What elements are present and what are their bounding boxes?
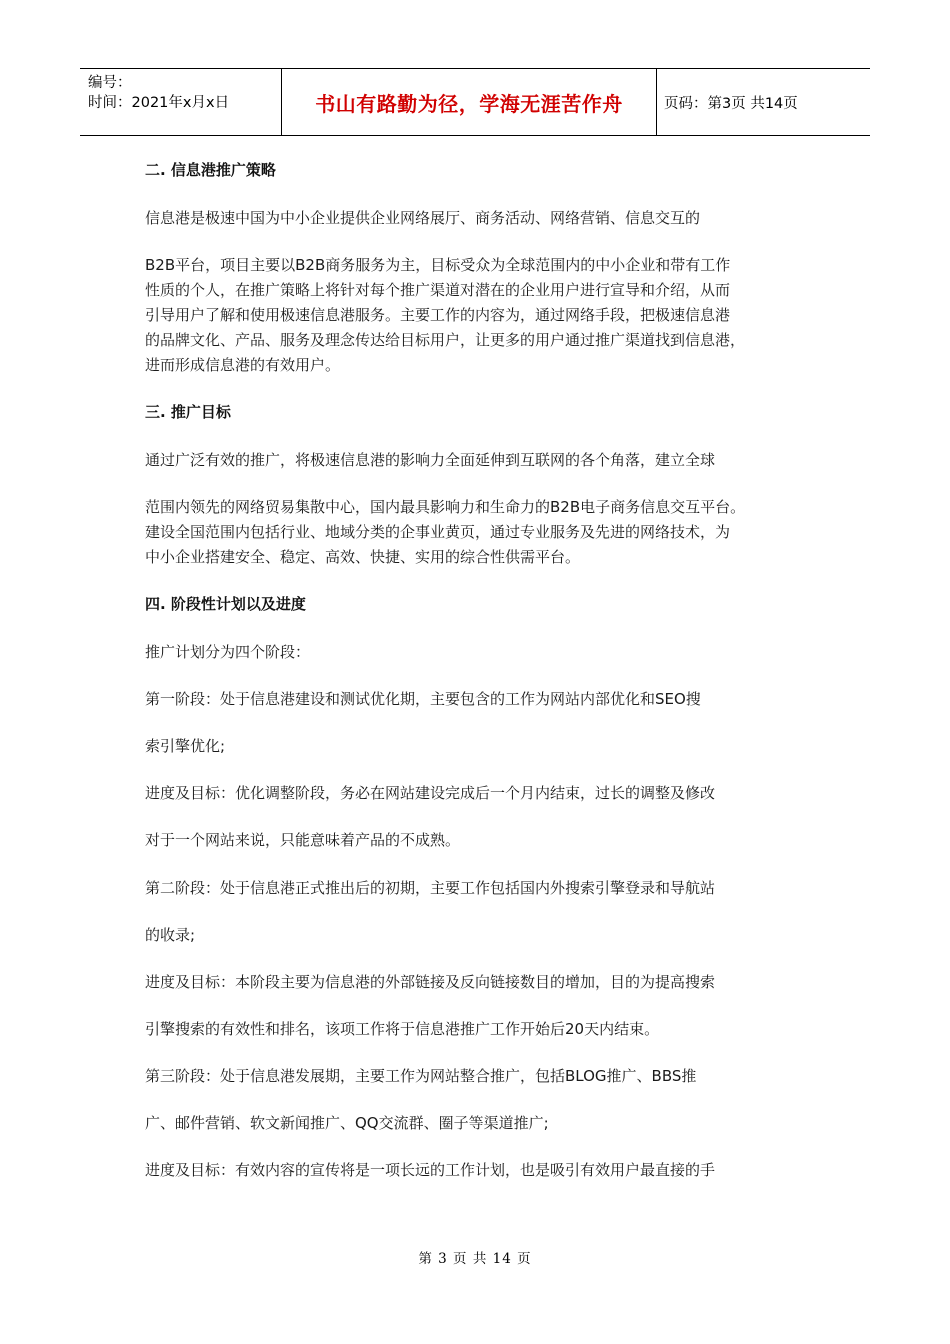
- header-page-info: [664, 69, 798, 135]
- header-divider: [656, 69, 657, 135]
- paragraph-line: 广、邮件营销、软文新闻推广、QQ交流群、圈子等渠道推广;: [145, 1114, 549, 1132]
- paragraph-line: 第二阶段：处于信息港正式推出后的初期，主要工作包括国内外搜索引擎登录和导航站: [145, 879, 716, 897]
- paragraph-line: 中小企业搭建安全、稳定、高效、快捷、实用的综合性供需平台。: [145, 548, 581, 566]
- paragraph-line: 索引擎优化;: [145, 737, 226, 755]
- date-label: 时间：2021年x月x日: [88, 95, 230, 111]
- section-heading: 二. 信息港推广策略: [145, 161, 276, 179]
- header-left-cell: [88, 73, 229, 113]
- paragraph-line: 进度及目标：优化调整阶段，务必在网站建设完成后一个月内结束，过长的调整及修改: [145, 784, 716, 802]
- header-motto: 书山有路勤为径，学海无涯苦作舟: [315, 91, 623, 116]
- paragraph-line: 第一阶段：处于信息港建设和测试优化期，主要包含的工作为网站内部优化和SEO搜: [145, 690, 701, 708]
- paragraph-line: 信息港是极速中国为中小企业提供企业网络展厅、商务活动、网络营销、信息交互的: [145, 209, 701, 227]
- section-heading: 三. 推广目标: [145, 403, 231, 421]
- section-heading: 四. 阶段性计划以及进度: [145, 595, 306, 613]
- paragraph-line: 通过广泛有效的推广，将极速信息港的影响力全面延伸到互联网的各个角落，建立全球: [145, 451, 716, 469]
- paragraph-line: 对于一个网站来说，只能意味着产品的不成熟。: [145, 831, 461, 849]
- paragraph-line: B2B平台，项目主要以B2B商务服务为主，目标受众为全球范围内的中小企业和带有工作: [145, 256, 731, 274]
- paragraph-line: 范围内领先的网络贸易集散中心，国内最具影响力和生命力的B2B电子商务信息交互平台。: [145, 498, 746, 516]
- paragraph-line: 引导用户了解和使用极速信息港服务。主要工作的内容为，通过网络手段，把极速信息港: [145, 306, 731, 324]
- paragraph-line: 推广计划分为四个阶段：: [145, 643, 311, 661]
- page-footer: 第 3 页 共 14 页: [418, 1251, 532, 1267]
- paragraph-line: 建设全国范围内包括行业、地域分类的企事业黄页，通过专业服务及先进的网络技术，为: [145, 523, 731, 541]
- paragraph-line: 进而形成信息港的有效用户。: [145, 356, 341, 374]
- document-header: [80, 68, 870, 136]
- paragraph-line: 引擎搜索的有效性和排名，该项工作将于信息港推广工作开始后20天内结束。: [145, 1020, 660, 1038]
- paragraph-line: 第三阶段：处于信息港发展期，主要工作为网站整合推广，包括BLOG推广、BBS推: [145, 1067, 697, 1085]
- serial-number-label: 编号：: [88, 75, 132, 91]
- page-info-text: 页码：第3页 共14页: [664, 95, 798, 112]
- paragraph-line: 进度及目标：有效内容的宣传将是一项长远的工作计划，也是吸引有效用户最直接的手: [145, 1161, 716, 1179]
- paragraph-line: 进度及目标：本阶段主要为信息港的外部链接及反向链接数目的增加，目的为提高搜索: [145, 973, 716, 991]
- paragraph-line: 性质的个人，在推广策略上将针对每个推广渠道对潜在的企业用户进行宣导和介绍，从而: [145, 281, 731, 299]
- paragraph-line: 的收录;: [145, 926, 196, 944]
- paragraph-line: 的品牌文化、产品、服务及理念传达给目标用户，让更多的用户通过推广渠道找到信息港，: [145, 331, 746, 349]
